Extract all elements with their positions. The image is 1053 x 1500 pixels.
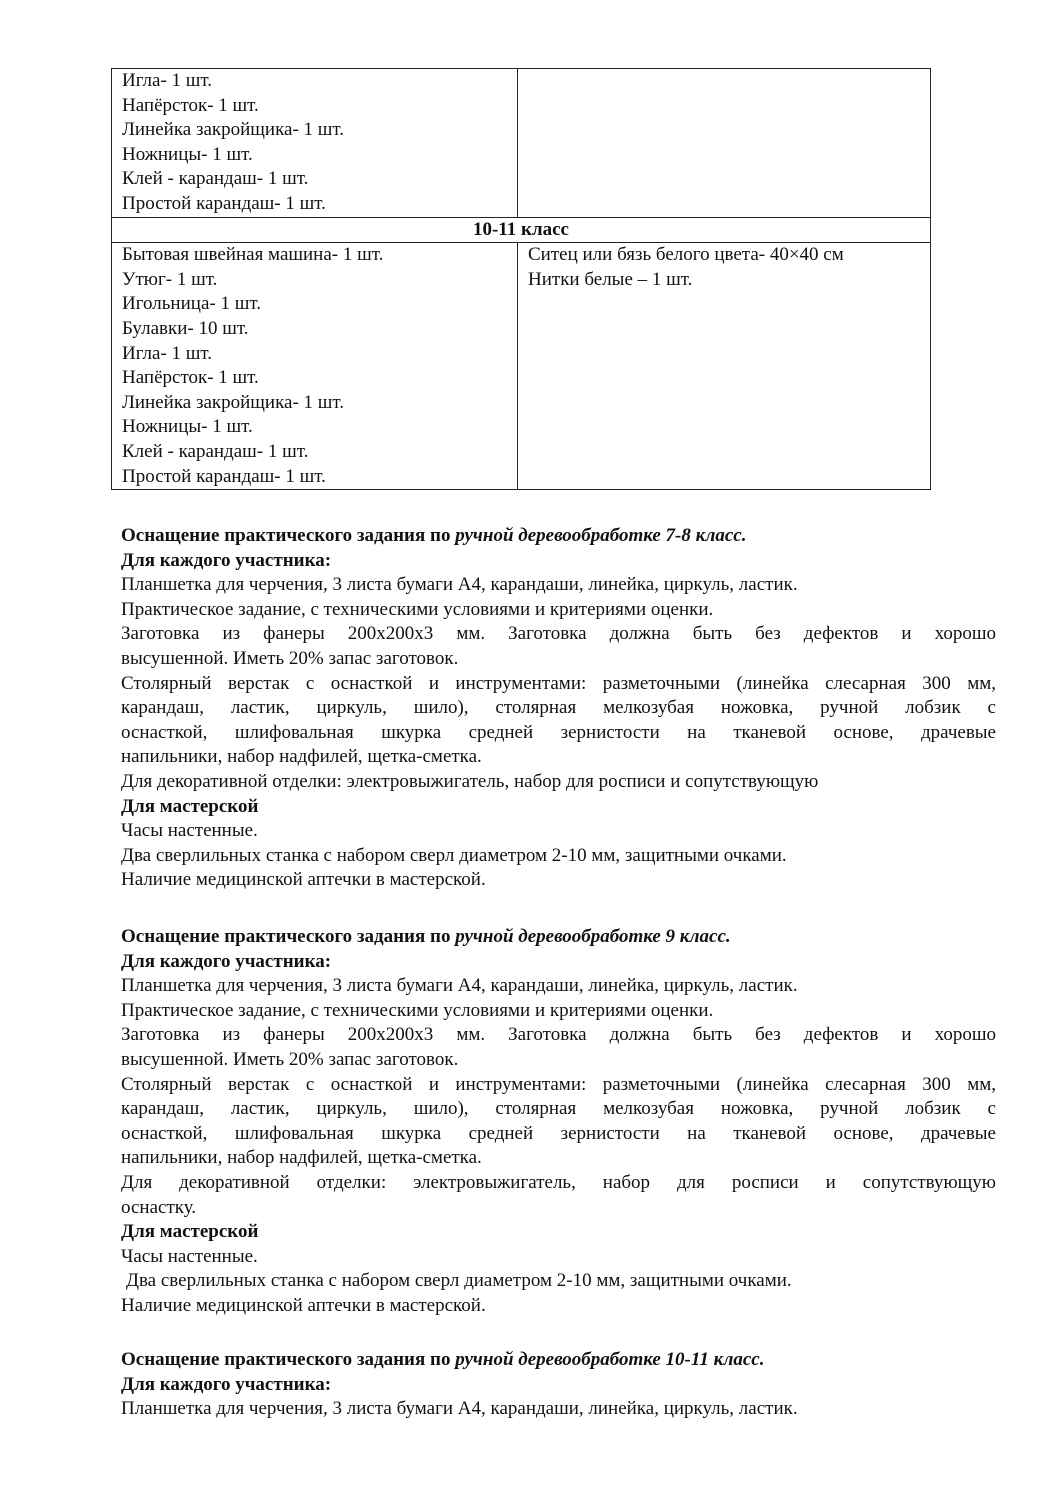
list-item: Линейка закройщика- 1 шт.	[122, 391, 345, 413]
participant-heading: Для каждого участника:	[121, 1373, 332, 1395]
list-item: Ножницы- 1 шт.	[122, 143, 253, 165]
heading-text: Оснащение практического задания по	[121, 1349, 456, 1370]
list-item: Игольница- 1 шт.	[122, 293, 261, 315]
list-item: Булавки- 10 шт.	[122, 317, 249, 339]
section-heading	[121, 925, 996, 950]
section-woodwork-7-8	[121, 524, 996, 893]
list-item: Бытовая швейная машина- 1 шт.	[122, 244, 384, 266]
paragraph: Два сверлильных станка с набором сверл диаметром 2-10 мм, защитными очками.	[126, 1270, 792, 1292]
paragraph: Часы настенные.	[121, 1245, 258, 1267]
list-item: Ситец или бязь белого цвета- 40×40 см	[528, 244, 844, 266]
paragraph-line: Заготовка из фанеры 200х200х3 мм. Заготовка должна быть без дефектов и хорошо	[121, 623, 996, 645]
paragraph-line: напильники, набор надфилей, щетка-сметка.	[121, 746, 482, 768]
list-item: Клей - карандаш- 1 шт.	[122, 440, 309, 462]
paragraph: Наличие медицинской аптечки в мастерской.	[121, 1294, 486, 1316]
table-row	[112, 217, 931, 243]
paragraph: Планшетка для черчения, 3 листа бумаги А4, карандаши, линейка, циркуль, ластик.	[121, 574, 798, 596]
paragraph-line: высушенной. Иметь 20% запас заготовок.	[121, 647, 459, 669]
table-row	[112, 69, 931, 218]
table-cell-materials	[518, 243, 931, 490]
list-item: Ножницы- 1 шт.	[122, 416, 253, 438]
paragraph-line: оснасткой, шлифовальная шкурка средней зернистости на тканевой основе, драчевые	[121, 721, 996, 743]
section-woodwork-10-11	[121, 1348, 996, 1422]
paragraph: Два сверлильных станка с набором сверл диаметром 2-10 мм, защитными очками.	[121, 844, 787, 866]
list-item: Нитки белые – 1 шт.	[528, 268, 693, 290]
heading-subject: ручной деревообработке 9 класс.	[455, 926, 731, 947]
list-item: Напёрсток- 1 шт.	[122, 94, 259, 116]
paragraph-line: оснасткой, шлифовальная шкурка средней зернистости на тканевой основе, драчевые	[121, 1122, 996, 1144]
paragraph: Практическое задание, с техническими условиями и критериями оценки.	[121, 999, 714, 1021]
paragraph: Наличие медицинской аптечки в мастерской.	[121, 869, 486, 891]
list-item: Игла- 1 шт.	[122, 342, 213, 364]
paragraph: Для декоративной отделки: электровыжигатель, набор для росписи и сопутствующую	[121, 770, 819, 792]
participant-heading: Для каждого участника:	[121, 549, 332, 571]
list-item: Простой карандаш- 1 шт.	[122, 192, 326, 214]
section-heading	[121, 524, 996, 549]
paragraph-line: Столярный верстак с оснасткой и инструментами: разметочными (линейка слесарная 300 мм,	[121, 672, 996, 694]
paragraph: Практическое задание, с техническими условиями и критериями оценки.	[121, 598, 714, 620]
table-cell-tools	[112, 243, 518, 490]
paragraph-line: карандаш, ластик, циркуль, шило), столярная мелкозубая ножовка, ручной лобзик с	[121, 697, 996, 719]
paragraph-line: Для декоративной отделки: электровыжигатель, набор для росписи и сопутствующую	[121, 1171, 996, 1193]
paragraph: Планшетка для черчения, 3 листа бумаги А4, карандаши, линейка, циркуль, ластик.	[121, 1398, 798, 1420]
table-cell-tools	[112, 69, 518, 218]
list-item: Игла- 1 шт.	[122, 70, 213, 91]
workshop-heading: Для мастерской	[121, 795, 259, 817]
equipment-table	[111, 68, 931, 490]
grade-header: 10-11 класс	[112, 217, 931, 243]
list-item: Простой карандаш- 1 шт.	[122, 465, 326, 487]
participant-heading: Для каждого участника:	[121, 950, 332, 972]
workshop-heading: Для мастерской	[121, 1221, 259, 1243]
heading-subject: ручной деревообработке 10-11 класс.	[455, 1349, 765, 1370]
list-item: Линейка закройщика- 1 шт.	[122, 119, 345, 141]
section-heading	[121, 1348, 996, 1373]
paragraph-line: карандаш, ластик, циркуль, шило), столярная мелкозубая ножовка, ручной лобзик с	[121, 1098, 996, 1120]
paragraph: Планшетка для черчения, 3 листа бумаги А4, карандаши, линейка, циркуль, ластик.	[121, 975, 798, 997]
list-item: Клей - карандаш- 1 шт.	[122, 168, 309, 190]
list-item: Напёрсток- 1 шт.	[122, 367, 259, 389]
paragraph-line: высушенной. Иметь 20% запас заготовок.	[121, 1048, 459, 1070]
paragraph-line: оснастку.	[121, 1196, 197, 1218]
paragraph-line: напильники, набор надфилей, щетка-сметка.	[121, 1147, 482, 1169]
paragraph-line: Столярный верстак с оснасткой и инструментами: разметочными (линейка слесарная 300 мм,	[121, 1073, 996, 1095]
table-row	[112, 243, 931, 490]
list-item: Утюг- 1 шт.	[122, 268, 218, 290]
paragraph-line: Заготовка из фанеры 200х200х3 мм. Заготовка должна быть без дефектов и хорошо	[121, 1024, 996, 1046]
heading-subject: ручной деревообработке 7-8 класс.	[455, 525, 747, 546]
heading-text: Оснащение практического задания по	[121, 926, 456, 947]
heading-text: Оснащение практического задания по	[121, 525, 456, 546]
table-cell-materials	[518, 69, 931, 218]
section-woodwork-9	[121, 925, 996, 1319]
paragraph: Часы настенные.	[121, 820, 258, 842]
